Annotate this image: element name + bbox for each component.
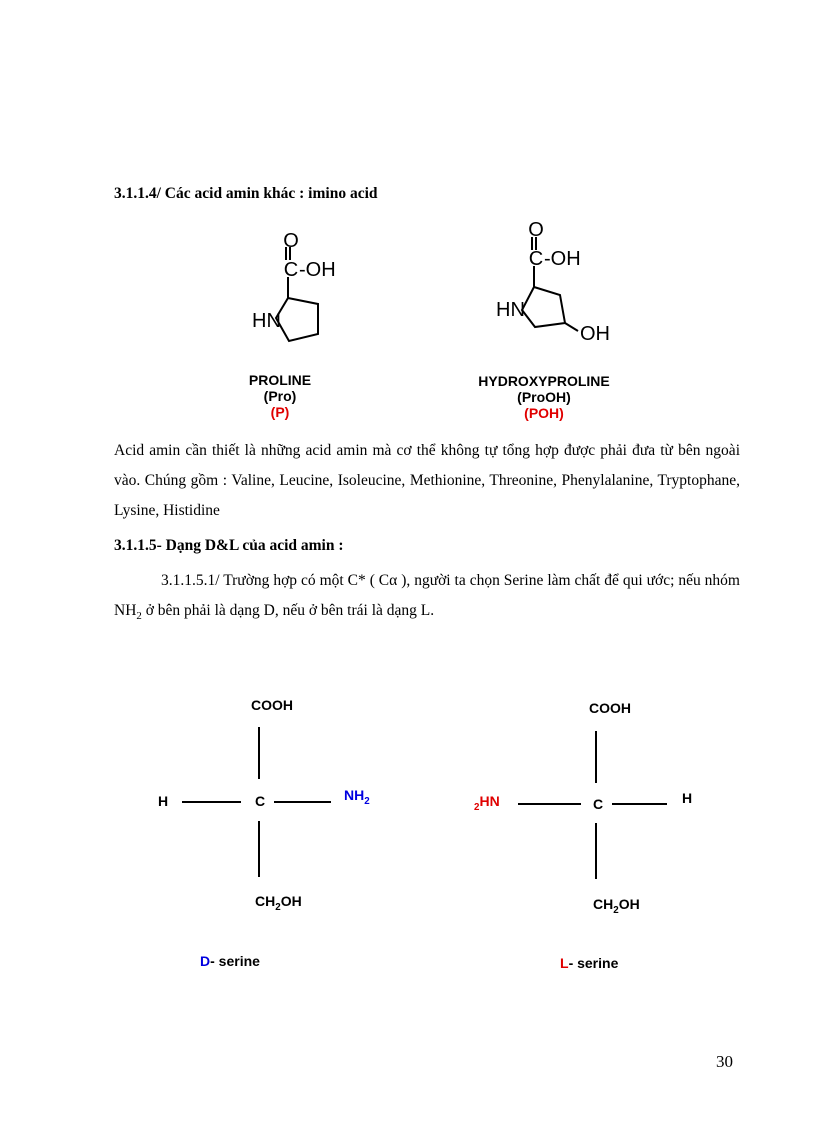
l-serine-label: L- serine: [560, 955, 619, 971]
d-serine-center-c: C: [255, 793, 266, 809]
d-serine-top-bond: [258, 727, 260, 779]
hydroxyproline-ring-oh: OH: [580, 323, 610, 345]
l-serine-center-c: C: [593, 796, 604, 812]
l-serine-right-bond: [612, 803, 667, 805]
hydroxyproline-c-atom: C: [528, 248, 544, 270]
dl-convention-paragraph: [114, 566, 740, 631]
d-serine-left-bond: [182, 801, 241, 803]
l-serine-top-cooh: COOH: [589, 700, 631, 716]
hydroxyproline-abbr3: (ProOH): [517, 389, 571, 405]
dl-paragraph-subscript: 2: [136, 610, 142, 623]
l-serine-top-bond: [595, 731, 597, 783]
hydroxyproline-abbr1: (POH): [524, 405, 564, 421]
proline-label: [220, 372, 340, 420]
proline-name: PROLINE: [248, 372, 312, 388]
l-serine-bottom-ch2oh: $CH_2OH$: [593, 896, 640, 916]
d-serine-right-nh2: $NH_2$: [344, 787, 370, 807]
l-serine-right-h: H: [682, 790, 693, 806]
l-serine-left-bond: [518, 803, 581, 805]
proline-ring: [276, 298, 318, 341]
d-serine-top-cooh: COOH: [251, 697, 293, 713]
l-serine-bottom-bond: [595, 823, 597, 879]
essential-amino-acids-paragraph: Acid amin cần thiết là những acid amin mà cơ thể không tự tổng hợp được phải đưa từ bên ngoài vào. Chúng gồm : Valine, Leucine, Isoleucine, Methionine, Threonine, Phenylalanine, Tryptophane, Lysine, Histidine: [114, 442, 740, 519]
imino-structures: [0, 0, 816, 440]
d-serine-label: D- serine: [200, 953, 260, 969]
proline-hn-atom: HN: [252, 310, 281, 332]
proline-c-atom: C: [283, 259, 299, 281]
hydroxyproline-oh-group: -OH: [544, 248, 581, 270]
proline-abbr1: (P): [270, 404, 290, 420]
d-serine-left-h: H: [158, 793, 169, 809]
section-heading-dl: 3.1.1.5- Dạng D&L của acid amin :: [114, 537, 344, 554]
proline-abbr3: (Pro): [263, 388, 297, 404]
hydroxyproline-hn-atom: HN: [496, 299, 525, 321]
d-serine-right-bond: [274, 801, 331, 803]
section-heading-imino: 3.1.1.4/ Các acid amin khác : imino acid: [114, 185, 378, 202]
hydroxyproline-label: [454, 373, 634, 421]
proline-o-atom: O: [283, 230, 299, 252]
d-serine-bottom-ch2oh: $CH_2OH$: [255, 893, 302, 913]
l-serine-left-nh2: $_2$HN: [474, 793, 500, 813]
hydroxyproline-oh-bond: [565, 323, 578, 331]
hydroxyproline-name: HYDROXYPROLINE: [478, 373, 610, 389]
hydroxyproline-ring: [522, 287, 565, 327]
hydroxyproline-o-atom: O: [528, 219, 544, 241]
page-number: 30: [716, 1052, 733, 1071]
proline-oh-group: -OH: [299, 259, 336, 281]
dl-paragraph-part2: ở bên phải là dạng D, nếu ở bên trái là dạng L.: [141, 602, 435, 619]
dl-paragraph-part1: 3.1.1.5.1/ Trường hợp có một C* ( Cα ), người ta chọn Serine làm chất để qui ước; nếu nhóm NH: [114, 572, 740, 619]
d-serine-bottom-bond: [258, 821, 260, 877]
